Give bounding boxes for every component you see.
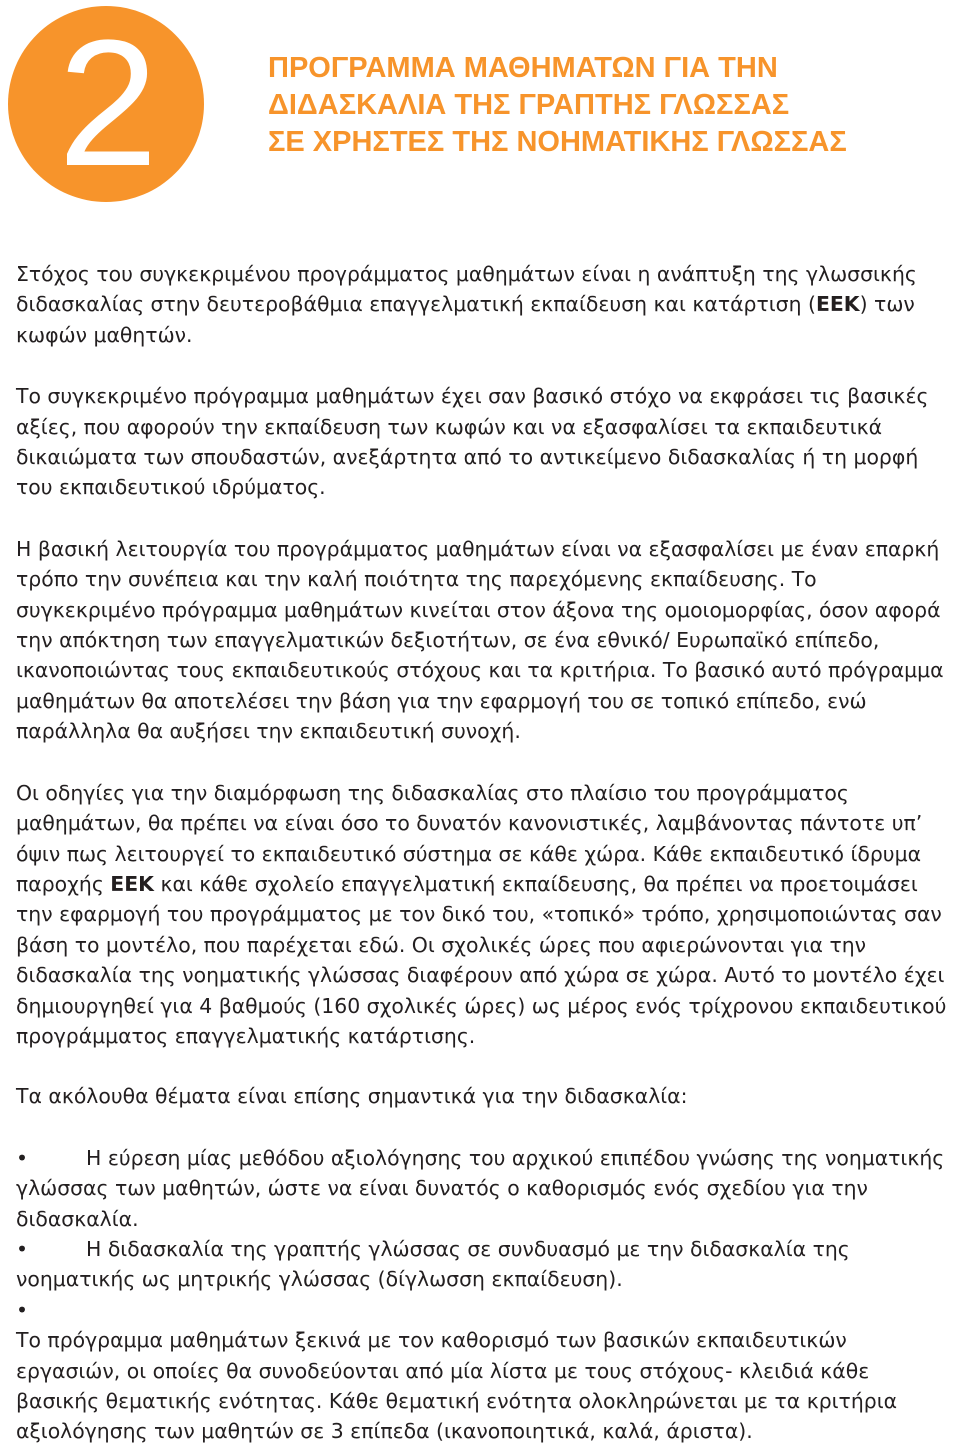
chapter-title-line-1: ΠΡΟΓΡΑΜΜΑ ΜΑΘΗΜΑΤΩΝ ΓΙΑ ΤΗΝ — [268, 52, 778, 84]
list-item-text: Η διδασκαλία της γραπτής γλώσσας σε συνδυασμό με την διδασκαλία της νοηματικής ως μητρικής γλώσσας (δίγλωσση εκπαίδευση). — [16, 1236, 850, 1292]
paragraph-5: Τα ακόλουθα θέματα είναι επίσης σημαντικά για την διδασκαλία: — [16, 1084, 688, 1109]
bullet-icon: • — [16, 1145, 29, 1170]
bullet-icon: • — [16, 1297, 29, 1322]
bullet-list — [16, 1143, 948, 1447]
list-item — [16, 1234, 948, 1295]
chapter-title-line-2: ΔΙΔΑΣΚΑΛΙΑ ΤΗΣ ΓΡΑΠΤΗΣ ΓΛΩΣΣΑΣ — [268, 89, 790, 121]
paragraph-1-text-a: Στόχος του συγκεκριμένου προγράμματος μαθημάτων είναι η ανάπτυξη της γλωσσικής διδασκαλίας στην δευτεροβάθμια επαγγελματική εκπαίδευση και κατάρτιση ( — [16, 262, 917, 317]
list-item-text: Η εύρεση μίας μεθόδου αξιολόγησης του αρχικού επιπέδου γνώσης της νοηματικής γλώσσας των μαθητών, ώστε να είναι δυνατός ο καθορισμός ενός σχεδίου για την διδασκαλία. — [16, 1145, 945, 1231]
chapter-header — [0, 0, 960, 220]
paragraph-1 — [16, 259, 948, 350]
chapter-title — [268, 50, 948, 161]
bullet-icon: • — [16, 1236, 29, 1261]
chapter-number: 2 — [57, 3, 155, 204]
chapter-title-line-3: ΣΕ ΧΡΗΣΤΕΣ ΤΗΣ ΝΟΗΜΑΤΙΚΗΣ ΓΛΩΣΣΑΣ — [268, 126, 847, 158]
list-item — [16, 1143, 948, 1234]
closing-paragraph: Το πρόγραμμα μαθημάτων ξεκινά με τον καθορισμό των βασικών εκπαιδευτικών εργασιών, οι οποίες θα συνοδεύονται από μία λίστα με τους στόχους- κλειδιά κάθε βασικής θεματικής ενότητας. Κάθε θεματική ενότητα ολοκληρώνεται με τα κριτήρια αξιολόγησης των μαθητών σε 3 επίπεδα (ικανοποιητικά, καλά, άριστα). — [16, 1328, 898, 1444]
paragraph-4-eek: ΕΕΚ — [110, 871, 154, 896]
body-text — [16, 259, 948, 1447]
paragraph-4-text-a: Οι οδηγίες για την διαμόρφωση της διδασκαλίας στο πλαίσιο του προγράμματος μαθημάτων, θα πρέπει να είναι όσο το δυνατόν κανονιστικές, λαμβάνοντας πάντοτε υπ’ όψιν πως λειτουργεί το εκπαιδευτικό σύστημα σε κάθε χώρα. Κάθε εκπαιδευτικό ίδρυμα παροχής — [16, 780, 923, 896]
paragraph-4-text-b: και κάθε σχολείο επαγγελματική εκπαίδευσης, θα πρέπει να προετοιμάσει την εφαρμογή του προγράμματος με τον δικό του, «τοπικό» τρόπο, χρησιμοποιώντας σαν βάση το μοντέλο, που παρέχεται εδώ. Οι σχολικές ώρες που αφιερώνονται για την διδασκαλία της νοηματικής γλώσσας διαφέρουν από χώρα σε χώρα. Αυτό το μοντέλο έχει δημιουργηθεί για 4 βαθμούς (160 σχολικές ώρες) ως μέρος ενός τρίχρονου εκπαιδευτικού προγράμματος επαγγελματικής κατάρτισης. — [16, 871, 947, 1048]
paragraph-1-eek: ΕΕΚ — [815, 292, 860, 317]
paragraph-1-text-b: ) των κωφών μαθητών. — [16, 292, 915, 347]
list-item — [16, 1295, 948, 1325]
paragraph-3: Η βασική λειτουργία του προγράμματος μαθημάτων είναι να εξασφαλίσει με έναν επαρκή τρόπο την συνέπεια και την καλή ποιότητα της παρεχόμενης εκπαίδευσης. Το συγκεκριμένο πρόγραμμα μαθημάτων κινείται στον άξονα της ομοιομορφίας, όσον αφορά την απόκτηση των επαγγελματικών δεξιοτήτων, σε ένα εθνικό/ Ευρωπαϊκό επίπεδο, ικανοποιώντας τους εκπαιδευτικούς στόχους και τα κριτήρια. Το βασικό αυτό πρόγραμμα μαθημάτων θα αποτελέσει την βάση για την εφαρμογή του σε τοπικό επίπεδο, ενώ παράλληλα θα αυξήσει την εκπαιδευτική συνοχή. — [16, 536, 944, 744]
paragraph-2: Το συγκεκριμένο πρόγραμμα μαθημάτων έχει σαν βασικό στόχο να εκφράσει τις βασικές αξίες, που αφορούν την εκπαίδευση των κωφών και να εξασφαλίσει τα εκπαιδευτικά δικαιώματα των σπουδαστών, ανεξάρτητα από το αντικείμενο διδασκαλίας ή τη μορφή του εκπαιδευτικού ιδρύματος. — [16, 384, 929, 500]
paragraph-4 — [16, 778, 948, 1052]
